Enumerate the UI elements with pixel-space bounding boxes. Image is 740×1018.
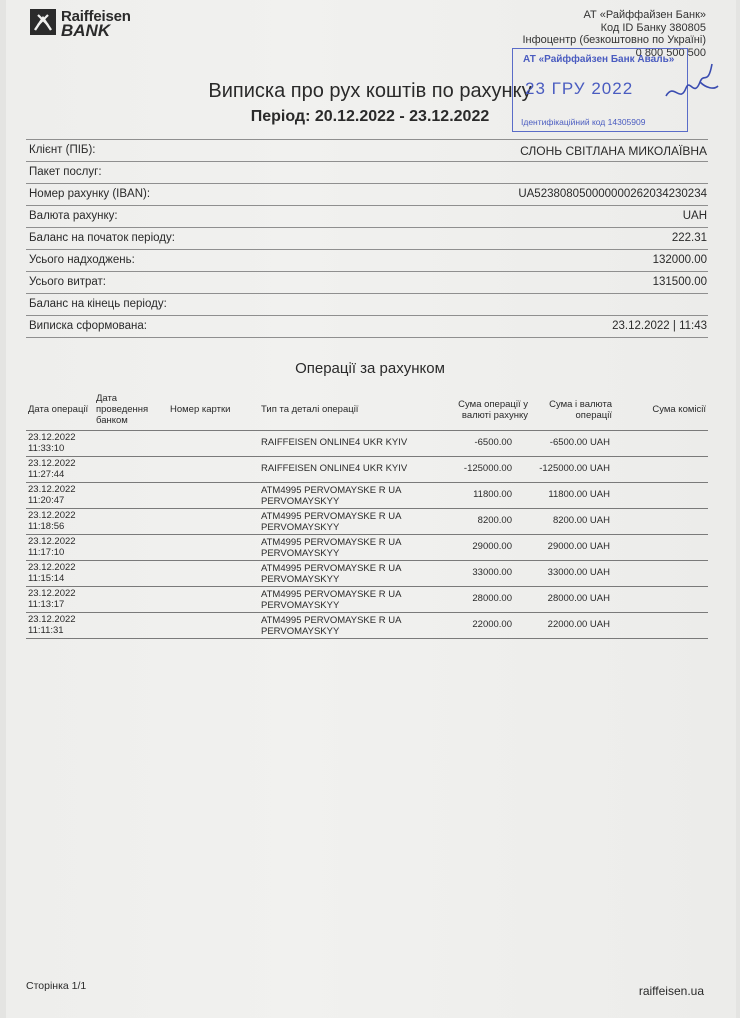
- table-row: [26, 483, 708, 509]
- operations-body: [26, 431, 708, 639]
- col-commission: Сума комісії: [652, 404, 706, 415]
- op-amount: 8200.00: [477, 515, 512, 526]
- operations-title: Операції за рахунком: [295, 360, 445, 377]
- client-label: Клієнт (ПІБ):: [29, 144, 96, 156]
- formed-label: Виписка сформована:: [29, 320, 147, 332]
- op-date: 23.12.2022: [28, 458, 76, 469]
- raiffeisen-gable-cross-icon: [30, 9, 56, 35]
- income-value: 132000.00: [652, 254, 707, 266]
- op-details-cell: [261, 438, 407, 449]
- op-details-line1: ATM4995 PERVOMAYSKE R UA: [261, 537, 402, 548]
- col-amount-currency: Сума і валюта операції: [549, 399, 612, 421]
- operations-table: [26, 392, 708, 639]
- op-datetime-cell: [28, 537, 76, 558]
- phone: 0 800 500 500: [635, 46, 706, 59]
- op-date: 23.12.2022: [28, 510, 76, 521]
- op-amount: 11800.00: [473, 489, 512, 500]
- op-amount-currency: 11800.00 UAH: [548, 489, 610, 500]
- col-details: Тип та деталі операції: [261, 404, 359, 415]
- op-details-line1: ATM4995 PERVOMAYSKE R UA: [261, 511, 402, 522]
- op-time: 11:17:10: [28, 546, 65, 558]
- currency-label: Валюта рахунку:: [29, 210, 118, 222]
- op-details-line2: PERVOMAYSKYY: [261, 547, 340, 559]
- logo-top-text: Raiffeisen: [61, 8, 131, 25]
- op-datetime-cell: [28, 459, 76, 480]
- currency-row: [26, 206, 708, 228]
- op-amount-currency: -6500.00 UAH: [549, 437, 610, 448]
- op-amount: 33000.00: [472, 567, 512, 578]
- op-amount: 22000.00: [472, 619, 512, 630]
- account-label: Номер рахунку (IBAN):: [29, 188, 151, 200]
- statement-period: Період: 20.12.2022 - 23.12.2022: [250, 108, 490, 125]
- account-info-table: [26, 139, 708, 338]
- formed-value: 23.12.2022 | 11:43: [612, 320, 707, 332]
- table-row: [26, 535, 708, 561]
- table-row: [26, 431, 708, 457]
- op-details-line2: PERVOMAYSKYY: [261, 599, 340, 611]
- account-value: UA523808050000000262034230234: [518, 188, 707, 200]
- op-details-cell: [261, 486, 401, 507]
- op-date: 23.12.2022: [28, 614, 76, 625]
- client-value: СЛОНЬ СВІТЛАНА МИКОЛАЇВНА: [520, 144, 707, 158]
- op-datetime-cell: [28, 485, 76, 506]
- op-details-line1: RAIFFEISEN ONLINE4 UKR KYIV: [261, 463, 408, 474]
- stamp-id-code: Ідентифікаційний код 14305909: [521, 117, 646, 127]
- table-row: [26, 587, 708, 613]
- op-time: 11:13:17: [28, 598, 65, 610]
- op-amount-currency: 29000.00 UAH: [547, 541, 610, 552]
- op-datetime-cell: [28, 433, 76, 454]
- op-amount-currency: -125000.00 UAH: [539, 463, 610, 474]
- account-row: [26, 184, 708, 206]
- op-time: 11:33:10: [28, 442, 65, 454]
- logo-bottom-text: BANK: [61, 21, 111, 40]
- opening-balance-row: [26, 228, 708, 250]
- income-row: [26, 250, 708, 272]
- package-row: [26, 162, 708, 184]
- op-details-line1: ATM4995 PERVOMAYSKE R UA: [261, 563, 402, 574]
- op-details-line2: PERVOMAYSKYY: [261, 495, 340, 507]
- bank-code: Код ID Банку 380805: [600, 21, 706, 34]
- table-row: [26, 561, 708, 587]
- site-url: raiffeisen.ua: [638, 984, 704, 998]
- op-details-cell: [261, 564, 401, 585]
- op-datetime-cell: [28, 615, 76, 636]
- stamp-bank-name: АТ «Райффайзен Банк Аваль»: [523, 54, 675, 65]
- opening-balance-label: Баланс на початок періоду:: [29, 232, 175, 244]
- signature: [660, 52, 720, 112]
- op-details-line2: PERVOMAYSKYY: [261, 521, 340, 533]
- op-date: 23.12.2022: [28, 588, 76, 599]
- op-amount: 29000.00: [472, 541, 512, 552]
- expense-value: 131500.00: [652, 276, 707, 288]
- expense-label: Усього витрат:: [29, 276, 107, 288]
- table-row: [26, 613, 708, 639]
- op-details-cell: [261, 464, 407, 475]
- op-time: 11:20:47: [28, 494, 65, 506]
- op-datetime-cell: [28, 511, 76, 532]
- op-amount-currency: 28000.00 UAH: [547, 593, 610, 604]
- col-op-date: Дата операції: [28, 404, 89, 415]
- formed-row: [26, 316, 708, 338]
- op-details-line2: PERVOMAYSKYY: [261, 625, 340, 637]
- op-details-line2: PERVOMAYSKYY: [261, 573, 340, 585]
- op-amount: -6500.00: [474, 437, 512, 448]
- op-date: 23.12.2022: [28, 484, 76, 495]
- op-date: 23.12.2022: [28, 536, 76, 547]
- op-datetime-cell: [28, 589, 76, 610]
- op-details-cell: [261, 538, 401, 559]
- page-number: Сторінка 1/1: [26, 980, 87, 992]
- closing-balance-row: [26, 294, 708, 316]
- currency-value: UAH: [682, 210, 707, 222]
- col-amount-account: Сума операції у валюті рахунку: [458, 399, 528, 421]
- op-amount-currency: 8200.00 UAH: [552, 515, 610, 526]
- op-amount: 28000.00: [472, 593, 512, 604]
- opening-balance-value: 222.31: [671, 232, 707, 244]
- op-amount: -125000.00: [463, 463, 512, 474]
- operations-header: [26, 392, 708, 431]
- op-date: 23.12.2022: [28, 562, 76, 573]
- op-amount-currency: 22000.00 UAH: [547, 619, 610, 630]
- package-label: Пакет послуг:: [29, 166, 102, 178]
- op-amount-currency: 33000.00 UAH: [547, 567, 610, 578]
- op-time: 11:15:14: [28, 572, 65, 584]
- closing-balance-label: Баланс на кінець періоду:: [29, 298, 167, 310]
- stamp-date: 23 ГРУ 2022: [525, 79, 634, 98]
- col-bank-date: Дата проведення банком: [96, 393, 149, 426]
- op-details-line1: ATM4995 PERVOMAYSKE R UA: [261, 589, 402, 600]
- op-details-cell: [261, 512, 401, 533]
- infocenter: Інфоцентр (безкоштовно по Україні): [522, 34, 706, 47]
- page-title: Виписка про рух коштів по рахунку: [208, 80, 532, 102]
- op-details-cell: [261, 616, 401, 637]
- income-label: Усього надходжень:: [29, 254, 135, 266]
- op-details-line1: RAIFFEISEN ONLINE4 UKR KYIV: [261, 437, 408, 448]
- op-datetime-cell: [28, 563, 76, 584]
- bank-name: АТ «Райффайзен Банк»: [583, 9, 706, 21]
- client-row: [26, 139, 708, 162]
- op-date: 23.12.2022: [28, 432, 76, 443]
- op-details-line1: ATM4995 PERVOMAYSKE R UA: [261, 615, 402, 626]
- expense-row: [26, 272, 708, 294]
- table-row: [26, 457, 708, 483]
- op-time: 11:11:31: [28, 624, 64, 636]
- op-details-line1: ATM4995 PERVOMAYSKE R UA: [261, 485, 402, 496]
- table-row: [26, 509, 708, 535]
- bank-logo: [30, 8, 150, 38]
- col-card: Номер картки: [170, 404, 231, 415]
- op-time: 11:18:56: [28, 520, 65, 532]
- op-details-cell: [261, 590, 401, 611]
- op-time: 11:27:44: [28, 468, 65, 480]
